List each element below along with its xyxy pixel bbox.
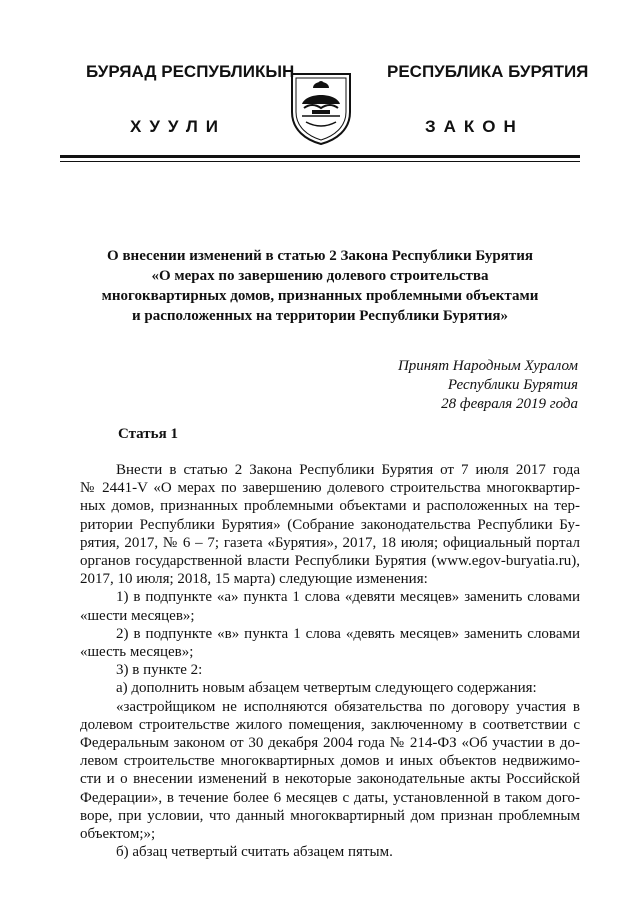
law-title-line: и расположенных на территории Республики Бурятия»	[131, 308, 508, 324]
adoption-line: Принят Народным Хуралом	[397, 358, 578, 374]
header-left-doc-type: ХУУЛИ	[130, 117, 226, 136]
body-line: 2017, 10 июля; 2018, 15 марта) следующие изменения:	[80, 571, 428, 588]
header-right-doc-type: ЗАКОН	[425, 117, 524, 136]
article-heading: Статья 1	[118, 426, 178, 442]
body-line: объектом;»;	[80, 826, 156, 843]
header-right-title: РЕСПУБЛИКА БУРЯТИЯ	[387, 62, 589, 81]
body-line: сти и о внесении изменений в некоторые законодательные акты Российской	[80, 771, 580, 788]
body-line: 1) в подпункте «а» пункта 1 слова «девяти месяцев» заменить словами	[116, 589, 580, 606]
body-line: воре, при условии, что данный многоквартирный дом признан проблемным	[80, 807, 580, 824]
law-title-line: О внесении изменений в статью 2 Закона Республики Бурятия	[107, 248, 533, 264]
body-line: б) абзац четвертый считать абзацем пятым.	[116, 844, 393, 861]
body-line: Федеральным законом от 30 декабря 2004 года № 214-ФЗ «Об участии в до-	[80, 735, 580, 752]
header-divider-thick	[60, 155, 580, 158]
article-body	[80, 461, 580, 861]
body-line: долевом строительстве жилого помещения, заключенному в соответствии с	[80, 716, 580, 733]
body-line: 2) в подпункте «в» пункта 1 слова «девять месяцев» заменить словами	[116, 625, 580, 642]
adoption-date: 28 февраля 2019 года	[441, 396, 578, 412]
body-line: ных домов, признанных проблемными объектами и расположенных на тер-	[80, 498, 580, 515]
adoption-line: Республики Бурятия	[447, 377, 578, 393]
body-line: № 2441-V «О мерах по завершению долевого строительства многоквартир-	[80, 480, 580, 497]
body-line: Внести в статью 2 Закона Республики Бурятия от 7 июля 2017 года	[116, 462, 580, 478]
body-line: Федерации», в течение более 6 месяцев с даты, установленной в таком дого-	[80, 789, 580, 806]
body-line: «шесть месяцев»;	[80, 644, 194, 661]
body-line: органов государственной власти Республики Бурятия (www.egov-buryatia.ru),	[80, 553, 580, 570]
law-title-line: «О мерах по завершению долевого строительства	[151, 268, 489, 284]
body-line: рятия, 2017, № 6 – 7; газета «Бурятия», 2017, 18 июля; официальный портал	[80, 534, 580, 551]
body-line: «шести месяцев»;	[80, 607, 195, 624]
law-title-line: многоквартирных домов, признанных проблемными объектами	[101, 288, 539, 304]
adoption-note	[398, 357, 578, 414]
header-left-title: БУРЯАД РЕСПУБЛИКЫН	[86, 62, 295, 81]
body-line: «застройщиком не исполняются обязательства по договору участия в	[116, 698, 580, 715]
body-line: 3) в пункте 2:	[116, 662, 203, 679]
header-divider-thin	[60, 161, 580, 162]
coat-of-arms-icon	[288, 68, 354, 146]
body-line: левом строительстве многоквартирных домов и иных объектов недвижимо-	[80, 753, 580, 770]
body-line: ритории Республики Бурятия» (Собрание законодательства Республики Бу-	[80, 516, 580, 533]
law-title	[80, 246, 560, 326]
body-line: а) дополнить новым абзацем четвертым следующего содержания:	[116, 680, 537, 697]
